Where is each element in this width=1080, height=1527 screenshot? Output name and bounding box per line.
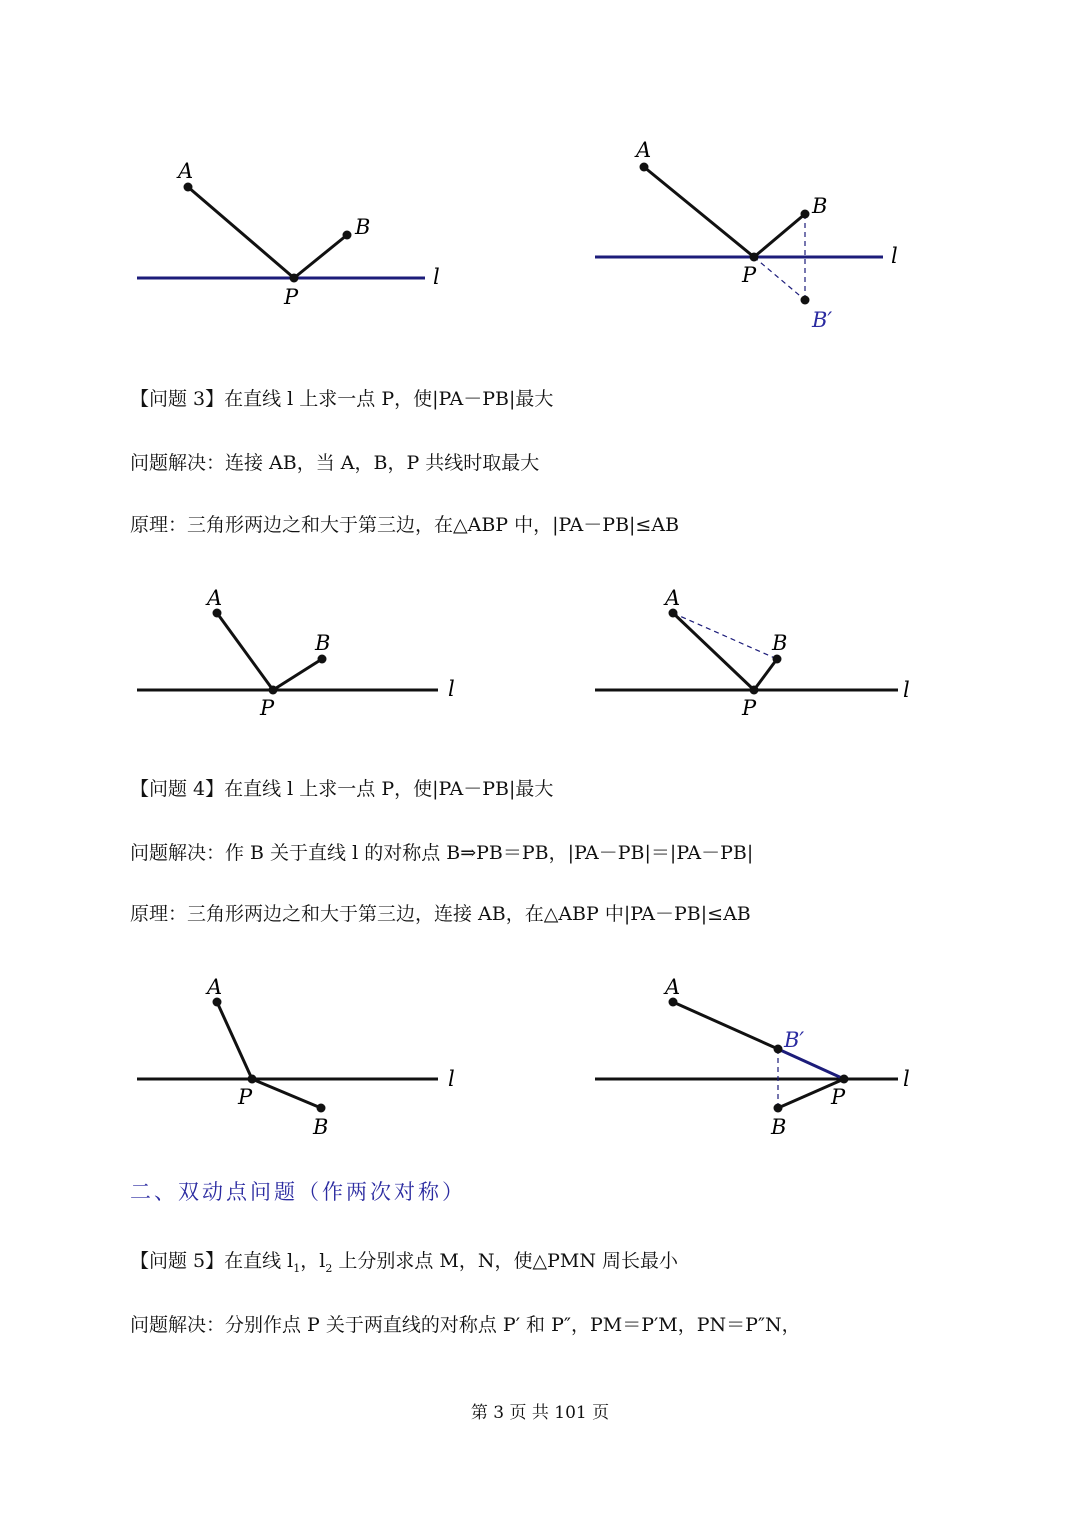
section-2-heading: 二、双动点问题（作两次对称）	[130, 1180, 466, 1204]
label-a: A	[207, 586, 223, 610]
point-p	[750, 686, 759, 695]
figure-1	[120, 150, 480, 320]
label-b: B	[355, 215, 371, 239]
figure-6	[580, 970, 940, 1140]
point-a	[184, 183, 193, 192]
label-b-prime: B′	[784, 1028, 805, 1052]
segment-ap	[188, 187, 294, 278]
segment-ap	[217, 613, 273, 690]
problem-5-title-post: 上分别求点 M，N，使△PMN 周长最小	[332, 1250, 679, 1272]
label-b-prime: B′	[812, 308, 833, 332]
point-p	[750, 253, 759, 262]
segment-ap	[217, 1002, 252, 1079]
label-l: l	[891, 244, 898, 268]
label-p: P	[831, 1085, 846, 1109]
label-a: A	[207, 975, 223, 999]
dashed-ab	[673, 613, 777, 659]
label-b: B	[772, 631, 788, 655]
segment-pb	[754, 659, 777, 690]
figure-3	[120, 580, 480, 730]
label-p: P	[238, 1085, 253, 1109]
label-a: A	[636, 138, 652, 162]
point-a	[640, 163, 649, 172]
problem-5-solution: 问题解决：分别作点 P 关于两直线的对称点 P′ 和 P″，PM＝P′M，PN＝P″N，	[130, 1314, 801, 1336]
label-a: A	[665, 586, 681, 610]
label-l: l	[448, 1067, 455, 1091]
label-l: l	[903, 678, 910, 702]
label-a: A	[665, 975, 681, 999]
problem-4-solution: 问题解决：作 B 关于直线 l 的对称点 B⇒PB＝PB，|PA－PB|＝|PA－PB|	[130, 842, 754, 864]
subscript-2: 2	[325, 1261, 333, 1275]
page-footer: 第 3 页 共 101 页	[470, 1403, 610, 1423]
point-b	[774, 1104, 783, 1113]
dashed-p-bprime	[754, 257, 805, 300]
problem-5-title	[130, 1246, 678, 1275]
point-p	[290, 274, 299, 283]
segment-pb	[754, 214, 805, 257]
point-b	[773, 655, 782, 664]
segment-bprime-p	[778, 1049, 844, 1079]
label-p: P	[284, 285, 299, 309]
label-b: B	[771, 1115, 787, 1139]
subscript-1: 1	[293, 1261, 301, 1275]
problem-5-title-pre: 【问题 5】在直线 l	[130, 1250, 294, 1272]
point-b	[343, 231, 352, 240]
label-b: B	[812, 194, 828, 218]
problem-4-title: 【问题 4】在直线 l 上求一点 P，使|PA－PB|最大	[130, 778, 554, 800]
segment-ap	[644, 167, 754, 257]
label-b: B	[313, 1115, 329, 1139]
label-l: l	[448, 677, 455, 701]
label-a: A	[178, 159, 194, 183]
figure-2	[580, 130, 940, 340]
point-b-prime	[801, 296, 810, 305]
label-p: P	[742, 696, 757, 720]
problem-3-title: 【问题 3】在直线 l 上求一点 P，使|PA－PB|最大	[130, 388, 554, 410]
point-b	[318, 655, 327, 664]
figure-4	[580, 580, 940, 730]
segment-pb	[252, 1079, 321, 1108]
point-b-prime	[774, 1045, 783, 1054]
problem-3-principle: 原理：三角形两边之和大于第三边，在△ABP 中，|PA－PB|≤AB	[130, 514, 680, 536]
segment-pb	[273, 659, 322, 690]
point-p	[248, 1075, 257, 1084]
label-b: B	[315, 631, 331, 655]
label-p: P	[260, 696, 275, 720]
label-p: P	[742, 263, 757, 287]
label-l: l	[903, 1067, 910, 1091]
segment-pb	[294, 235, 347, 278]
point-b	[801, 210, 810, 219]
problem-4-principle: 原理：三角形两边之和大于第三边，连接 AB，在△ABP 中|PA－PB|≤AB	[130, 903, 751, 925]
problem-5-title-mid: ，l	[300, 1250, 326, 1272]
problem-3-solution: 问题解决：连接 AB，当 A，B，P 共线时取最大	[130, 452, 540, 474]
point-p	[269, 686, 278, 695]
point-b	[317, 1104, 326, 1113]
point-p	[840, 1075, 849, 1084]
segment-a-bprime	[673, 1002, 778, 1049]
label-l: l	[433, 265, 440, 289]
segment-ap	[673, 613, 754, 690]
figure-5	[120, 970, 480, 1140]
